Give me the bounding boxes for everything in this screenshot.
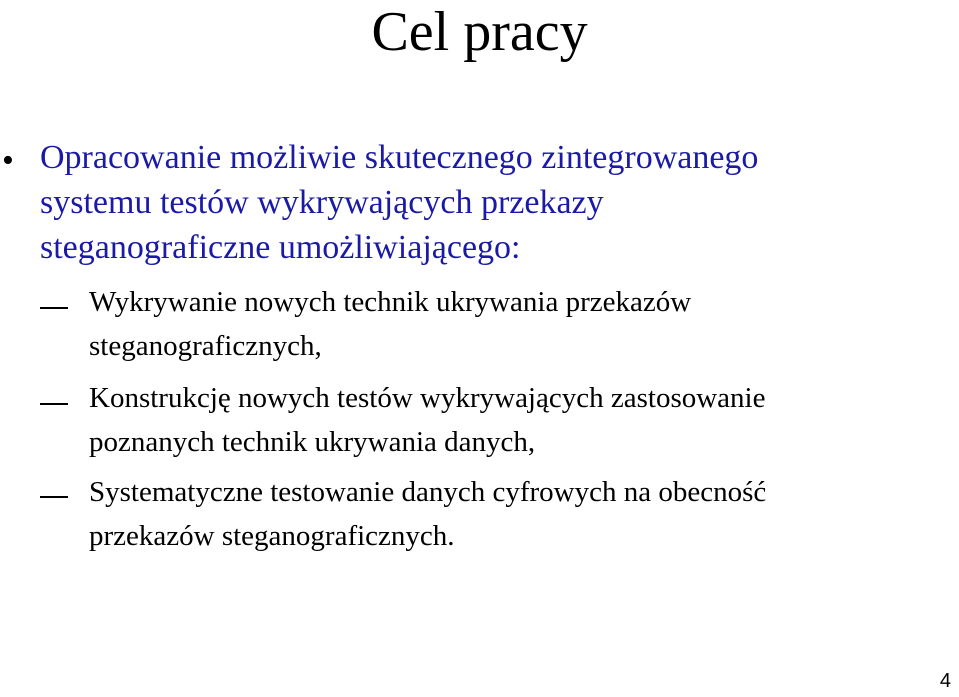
sub-item-line: przekazów steganograficznych. <box>89 520 455 552</box>
bullet-text-line: Opracowanie możliwie skutecznego zintegrowanego <box>40 139 759 176</box>
bullet-dot-icon: • <box>2 142 14 179</box>
dash-icon <box>40 496 68 498</box>
sub-item-line: poznanych technik ukrywania danych, <box>89 426 536 458</box>
dash-icon <box>40 403 68 405</box>
dash-icon <box>40 307 68 309</box>
sub-item-line: steganograficznych, <box>89 330 322 362</box>
sub-item-line: Wykrywanie nowych technik ukrywania przekazów <box>89 286 692 318</box>
slide-title: Cel pracy <box>371 1 588 63</box>
sub-item-line: Systematyczne testowanie danych cyfrowych na obecność <box>89 476 767 508</box>
bullet-text-line: steganograficzne umożliwiającego: <box>40 229 521 266</box>
sub-item-line: Konstrukcję nowych testów wykrywających zastosowanie <box>89 382 766 414</box>
bullet-text-line: systemu testów wykrywających przekazy <box>40 184 604 221</box>
page-number: 4 <box>939 670 951 692</box>
